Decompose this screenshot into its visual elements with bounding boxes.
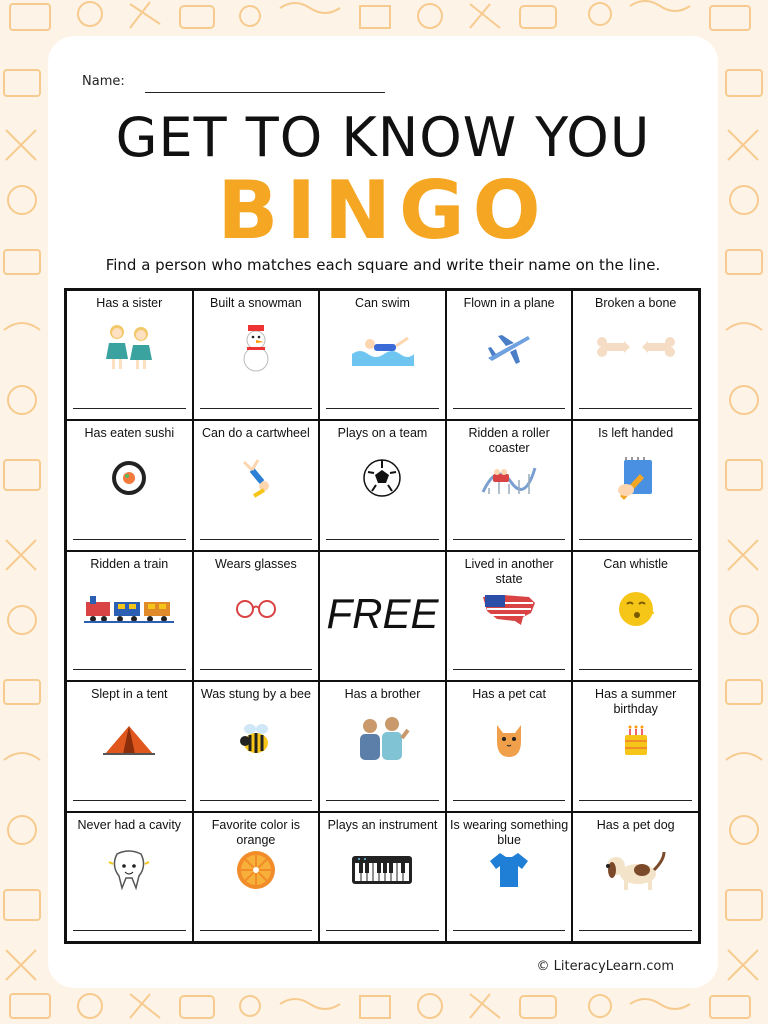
glasses-icon xyxy=(194,580,319,638)
name-write-line[interactable] xyxy=(453,408,566,409)
bingo-cell-label: Lived in another state xyxy=(464,556,554,586)
bingo-cell[interactable] xyxy=(319,812,446,942)
roller-coaster-icon xyxy=(447,449,572,507)
bingo-cell[interactable] xyxy=(193,290,320,420)
bingo-cell-label: Plays an instrument xyxy=(327,817,438,832)
bingo-cell-label: Has a brother xyxy=(344,687,421,702)
name-write-line[interactable] xyxy=(73,800,186,801)
bingo-cell-label: Never had a cavity xyxy=(77,817,182,832)
bingo-cell-label: Wears glasses xyxy=(215,556,297,571)
bingo-cell[interactable] xyxy=(446,420,573,550)
bingo-cell[interactable] xyxy=(572,812,699,942)
whistle-face-icon xyxy=(573,580,698,638)
name-write-line[interactable] xyxy=(453,930,566,931)
bingo-cell[interactable] xyxy=(66,551,193,681)
sisters-icon xyxy=(67,319,192,377)
bingo-cell-label: Plays on a team xyxy=(337,426,428,441)
sushi-icon xyxy=(67,449,192,507)
free-space-label: FREE xyxy=(326,589,439,637)
bingo-cell[interactable] xyxy=(193,420,320,550)
name-write-line[interactable] xyxy=(579,669,692,670)
name-write-line[interactable] xyxy=(579,930,692,931)
bingo-cell[interactable] xyxy=(446,812,573,942)
bingo-cell-label: Flown in a plane xyxy=(463,296,555,310)
name-write-line[interactable] xyxy=(453,800,566,801)
bingo-cell-label: Built a snowman xyxy=(210,296,302,310)
bingo-cell[interactable] xyxy=(572,551,699,681)
bingo-cell[interactable] xyxy=(193,812,320,942)
bingo-cell-label: Favorite color is orange xyxy=(211,817,300,847)
bingo-cell[interactable] xyxy=(319,290,446,420)
snowman-icon xyxy=(194,319,319,377)
bingo-cell-label: Is wearing something blue xyxy=(450,817,569,847)
bee-icon xyxy=(194,710,319,768)
bingo-cell[interactable] xyxy=(66,681,193,811)
bone-icon xyxy=(573,319,698,377)
bingo-cell-label: Can do a cartwheel xyxy=(202,426,310,441)
bingo-cell-label: Was stung by a bee xyxy=(200,687,311,702)
name-write-line[interactable] xyxy=(326,539,439,540)
bingo-cell-free[interactable] xyxy=(319,551,446,681)
writing-hand-icon xyxy=(573,449,698,507)
bingo-cell-label: Has a sister xyxy=(96,296,163,310)
bingo-cell-label: Can swim xyxy=(355,296,410,310)
bingo-cell[interactable] xyxy=(446,551,573,681)
bingo-cell[interactable] xyxy=(66,290,193,420)
bingo-cell-label: Broken a bone xyxy=(595,296,677,310)
name-write-line[interactable] xyxy=(579,539,692,540)
keyboard-icon xyxy=(320,841,445,899)
cartwheel-icon xyxy=(194,449,319,507)
worksheet-card xyxy=(48,36,718,988)
bingo-cell[interactable] xyxy=(193,551,320,681)
tooth-icon xyxy=(67,841,192,899)
bingo-cell[interactable] xyxy=(319,681,446,811)
brothers-icon xyxy=(320,710,445,768)
name-write-line[interactable] xyxy=(453,539,566,540)
bingo-cell[interactable] xyxy=(66,420,193,550)
bingo-cell-label: Ridden a train xyxy=(90,556,169,571)
name-write-line[interactable] xyxy=(326,800,439,801)
bingo-cell[interactable] xyxy=(193,681,320,811)
usa-map-icon xyxy=(447,580,572,638)
swimmer-icon xyxy=(320,319,445,377)
name-write-line[interactable] xyxy=(579,408,692,409)
bingo-cell[interactable] xyxy=(66,812,193,942)
name-blank-line[interactable] xyxy=(145,92,385,93)
bingo-cell[interactable] xyxy=(572,420,699,550)
bingo-cell-label: Has a pet dog xyxy=(596,817,675,832)
bingo-cell[interactable] xyxy=(572,290,699,420)
soccer-ball-icon xyxy=(320,449,445,507)
name-label: Name: xyxy=(82,74,125,89)
bingo-cell-label: Can whistle xyxy=(603,556,668,571)
name-write-line[interactable] xyxy=(200,408,313,409)
name-write-line[interactable] xyxy=(200,539,313,540)
bingo-cell-label: Has a summer birthday xyxy=(595,687,677,717)
bingo-grid xyxy=(64,288,701,944)
name-write-line[interactable] xyxy=(326,930,439,931)
bingo-cell-label: Ridden a roller coaster xyxy=(468,426,550,456)
blue-shirt-icon xyxy=(447,841,572,899)
name-write-line[interactable] xyxy=(200,930,313,931)
bingo-cell[interactable] xyxy=(319,420,446,550)
bingo-cell-label: Has eaten sushi xyxy=(84,426,175,441)
name-write-line[interactable] xyxy=(453,669,566,670)
title-bingo: BINGO xyxy=(217,164,549,257)
orange-slice-icon xyxy=(194,841,319,899)
cat-icon xyxy=(447,710,572,768)
bingo-cell[interactable] xyxy=(446,290,573,420)
airplane-icon xyxy=(447,319,572,377)
dog-icon xyxy=(573,841,698,899)
copyright-footer: © LiteracyLearn.com xyxy=(536,959,674,974)
name-write-line[interactable] xyxy=(326,408,439,409)
name-write-line[interactable] xyxy=(579,800,692,801)
tent-icon xyxy=(67,710,192,768)
bingo-cell[interactable] xyxy=(446,681,573,811)
name-write-line[interactable] xyxy=(73,408,186,409)
name-write-line[interactable] xyxy=(73,669,186,670)
name-write-line[interactable] xyxy=(73,930,186,931)
name-write-line[interactable] xyxy=(73,539,186,540)
name-write-line[interactable] xyxy=(200,800,313,801)
bingo-cell-label: Is left handed xyxy=(598,426,674,441)
bingo-cell-label: Slept in a tent xyxy=(91,687,168,702)
title-get-to-know-you: GET TO KNOW YOU xyxy=(115,106,651,169)
instructions-text: Find a person who matches each square and write their name on the line. xyxy=(105,256,661,274)
bingo-cell-label: Has a pet cat xyxy=(472,687,546,702)
name-write-line[interactable] xyxy=(200,669,313,670)
cake-icon xyxy=(573,710,698,768)
bingo-cell[interactable] xyxy=(572,681,699,811)
train-icon xyxy=(67,580,192,638)
